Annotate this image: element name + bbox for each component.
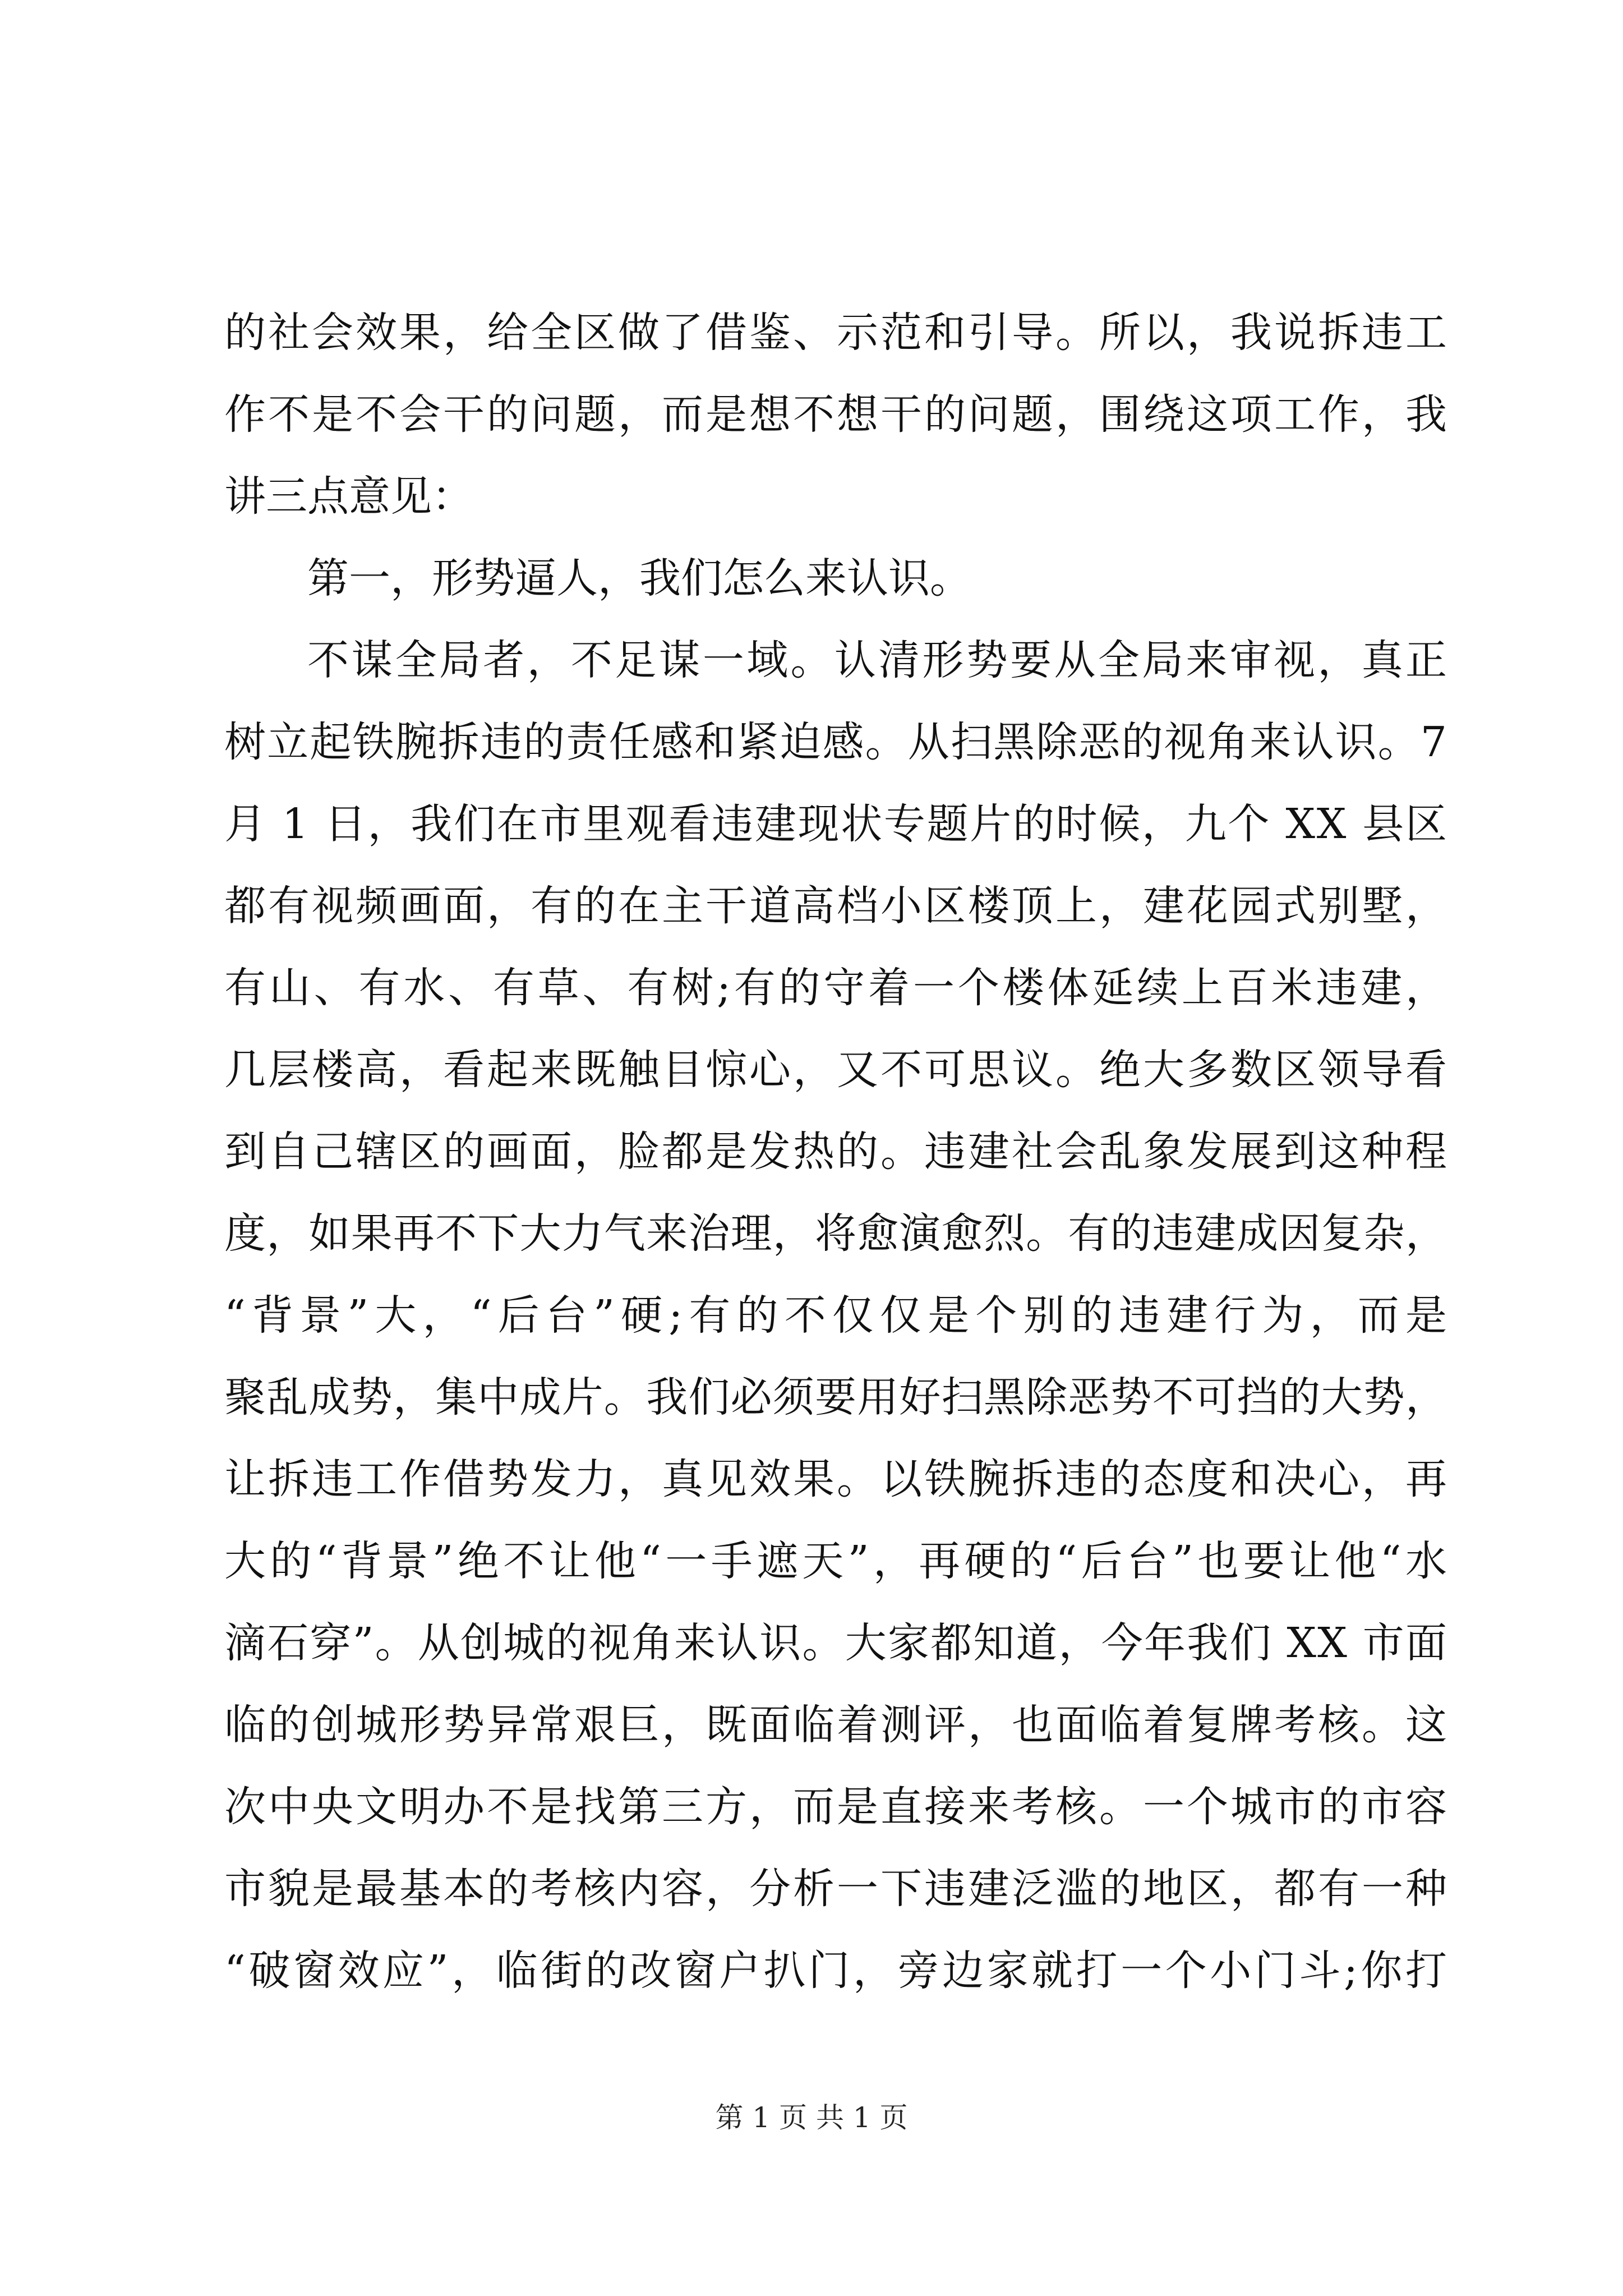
text-line: 不谋全局者，不足谋一域。认清形势要从全局来审视，真正 — [307, 636, 1450, 684]
text-line: 都有视频画面，有的在主干道高档小区楼顶上，建花园式别墅， — [224, 882, 1449, 930]
text-line: 度，如果再不下大力气来治理，将愈演愈烈。有的违建成因复杂， — [224, 1209, 1448, 1258]
text-line: 滴石穿”。从创城的视角来认识。大家都知道，今年我们 XX 市面 — [224, 1619, 1449, 1667]
text-line: 让拆违工作借势发力，真见效果。以铁腕拆违的态度和决心，再 — [224, 1455, 1449, 1503]
text-line: “破窗效应”，临街的改窗户扒门，旁边家就打一个小门斗;你打 — [224, 1947, 1450, 1995]
text-line: 市貌是最基本的考核内容，分析一下违建泛滥的地区，都有一种 — [224, 1865, 1449, 1913]
text-line: “背景”大，“后台”硬;有的不仅仅是个别的违建行为，而是 — [224, 1291, 1454, 1340]
text-line: 第一，形势逼人，我们怎么来认识。 — [307, 554, 971, 602]
text-line: 几层楼高，看起来既触目惊心，又不可思议。绝大多数区领导看 — [224, 1046, 1449, 1094]
text-line: 的社会效果，给全区做了借鉴、示范和引导。所以，我说拆违工 — [224, 309, 1449, 357]
text-line: 到自己辖区的画面，脸都是发热的。违建社会乱象发展到这种程 — [224, 1128, 1449, 1176]
text-line: 作不是不会干的问题，而是想不想干的问题，围绕这项工作，我 — [224, 390, 1449, 439]
text-line: 聚乱成势，集中成片。我们必须要用好扫黑除恶势不可挡的大势， — [224, 1373, 1448, 1421]
text-line: 大的“背景”绝不让他“一手遮天”，再硬的“后台”也要让他“水 — [224, 1537, 1451, 1585]
text-line: 树立起铁腕拆违的责任感和紧迫感。从扫黑除恶的视角来认识。7 — [224, 718, 1449, 766]
page-footer: 第 1 页 共 1 页 — [715, 2101, 908, 2134]
text-line: 有山、有水、有草、有树;有的守着一个楼体延续上百米违建， — [224, 964, 1450, 1012]
text-line: 次中央文明办不是找第三方，而是直接来考核。一个城市的市容 — [224, 1783, 1449, 1831]
text-line: 讲三点意见： — [224, 472, 473, 521]
body-text — [224, 292, 1454, 2012]
text-line: 临的创城形势异常艰巨，既面临着测评，也面临着复牌考核。这 — [224, 1701, 1449, 1749]
text-line: 月 1 日，我们在市里观看违建现状专题片的时候，九个 XX 县区 — [224, 800, 1449, 848]
